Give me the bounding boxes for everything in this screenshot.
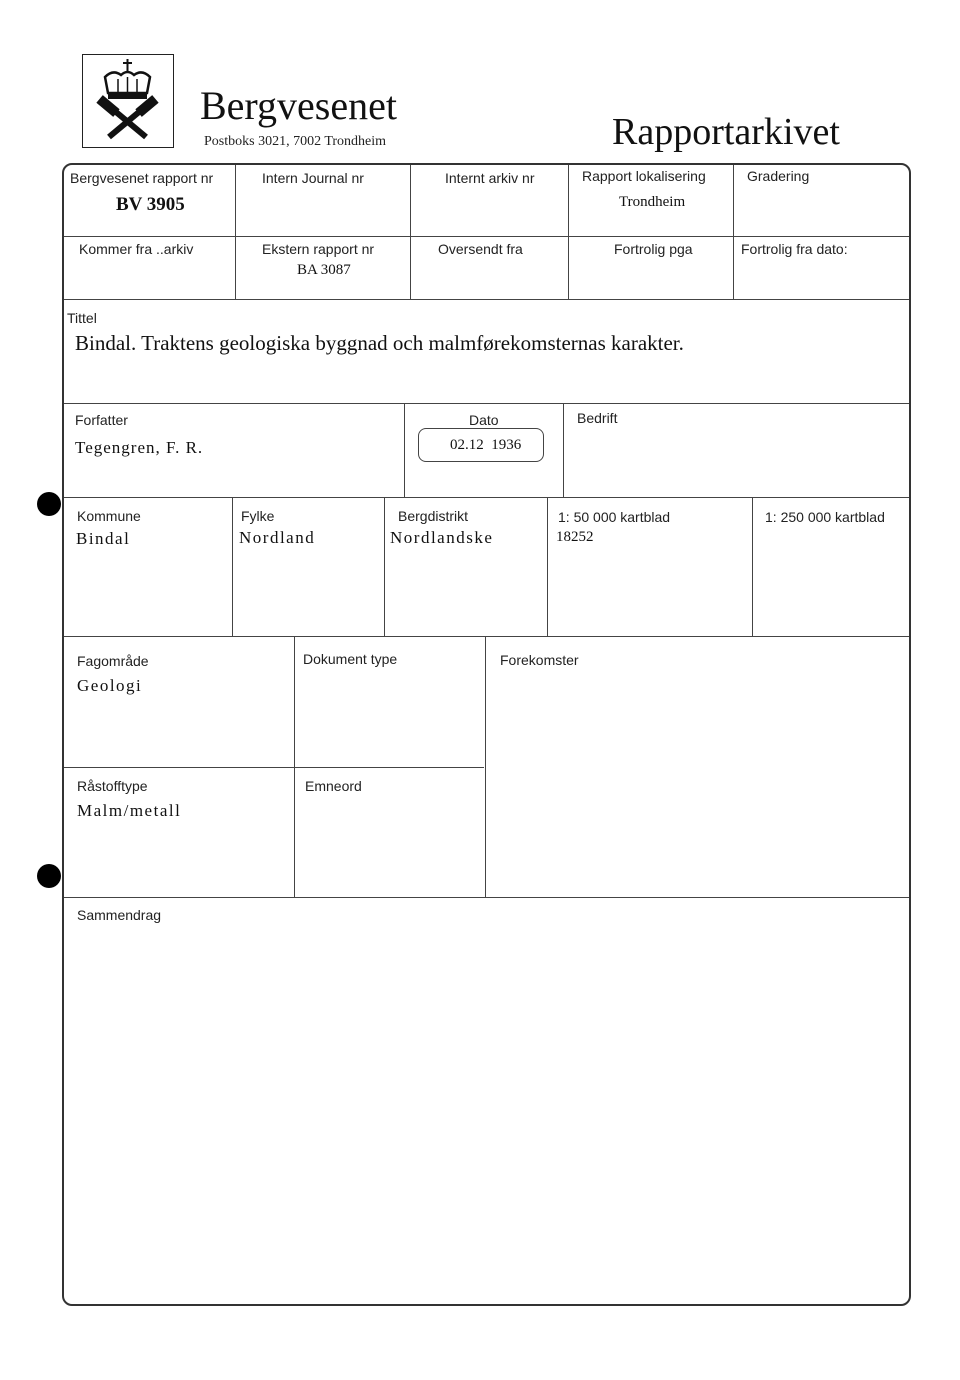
bergdistrikt-value: Nordlandske xyxy=(390,528,494,547)
report-nr-value: BV 3905 xyxy=(116,194,185,215)
kartblad-50-value: 18252 xyxy=(556,529,594,545)
rastofftype-label: Råstofftype xyxy=(77,778,148,794)
crown-hammers-icon xyxy=(83,55,172,146)
kommer-fra-label: Kommer fra ..arkiv xyxy=(79,241,194,257)
col-divider xyxy=(404,403,405,497)
ekstern-rapport-label: Ekstern rapport nr xyxy=(262,241,375,257)
col-divider xyxy=(733,165,734,299)
sammendrag-label: Sammendrag xyxy=(77,907,162,923)
kommune-label: Kommune xyxy=(77,508,141,524)
tittel-value: Bindal. Traktens geologiska byggnad och malmførekomsternas karakter. xyxy=(75,331,684,355)
divider-row1 xyxy=(64,236,909,237)
col-divider xyxy=(410,165,411,299)
col-divider xyxy=(563,403,564,497)
col-divider xyxy=(568,165,569,299)
intern-journal-label: Intern Journal nr xyxy=(262,170,364,186)
fagomrade-value: Geologi xyxy=(77,676,143,695)
dato-label: Dato xyxy=(469,412,499,428)
forfatter-label: Forfatter xyxy=(75,412,128,428)
fylke-value: Nordland xyxy=(239,528,316,547)
archive-title: Rapportarkivet xyxy=(612,111,840,153)
rastofftype-value: Malm/metall xyxy=(77,801,182,820)
internt-arkiv-label: Internt arkiv nr xyxy=(445,170,535,186)
tittel-label: Tittel xyxy=(67,310,97,326)
binder-hole-top xyxy=(37,492,61,516)
fortrolig-pga-label: Fortrolig pga xyxy=(614,241,693,257)
col-divider xyxy=(485,636,486,897)
col-divider xyxy=(232,497,233,636)
divider-author xyxy=(64,497,909,498)
col-divider xyxy=(547,497,548,636)
kartblad-50-label: 1: 50 000 kartblad xyxy=(558,509,671,525)
bergdistrikt-label: Bergdistrikt xyxy=(398,508,469,524)
col-divider xyxy=(752,497,753,636)
fortrolig-dato-label: Fortrolig fra dato: xyxy=(741,241,848,257)
oversendt-fra-label: Oversendt fra xyxy=(438,241,523,257)
col-divider xyxy=(294,636,295,897)
org-name: Bergvesenet xyxy=(200,83,397,128)
dato-value: 02.12 1936 xyxy=(450,437,522,453)
lokalisering-label: Rapport lokalisering xyxy=(582,168,706,184)
col-divider xyxy=(235,165,236,299)
dokument-type-label: Dokument type xyxy=(303,651,398,667)
logo-emblem xyxy=(82,54,174,148)
divider-title xyxy=(64,403,909,404)
gradering-label: Gradering xyxy=(747,168,810,184)
ekstern-rapport-value: BA 3087 xyxy=(297,262,351,278)
kartblad-250-label: 1: 250 000 kartblad xyxy=(765,509,885,525)
report-nr-label: Bergvesenet rapport nr xyxy=(70,170,214,186)
forfatter-value: Tegengren, F. R. xyxy=(75,438,204,457)
bedrift-label: Bedrift xyxy=(577,410,618,426)
col-divider xyxy=(384,497,385,636)
org-address: Postboks 3021, 7002 Trondheim xyxy=(204,134,387,149)
forekomster-label: Forekomster xyxy=(500,652,579,668)
kommune-value: Bindal xyxy=(76,529,131,548)
fagomrade-label: Fagområde xyxy=(77,653,149,669)
divider-subject xyxy=(64,767,484,768)
divider-summary xyxy=(64,897,909,898)
divider-location xyxy=(64,636,909,637)
emneord-label: Emneord xyxy=(305,778,362,794)
binder-hole-bottom xyxy=(37,864,61,888)
divider-row2 xyxy=(64,299,909,300)
lokalisering-value: Trondheim xyxy=(619,194,686,210)
fylke-label: Fylke xyxy=(241,508,275,524)
